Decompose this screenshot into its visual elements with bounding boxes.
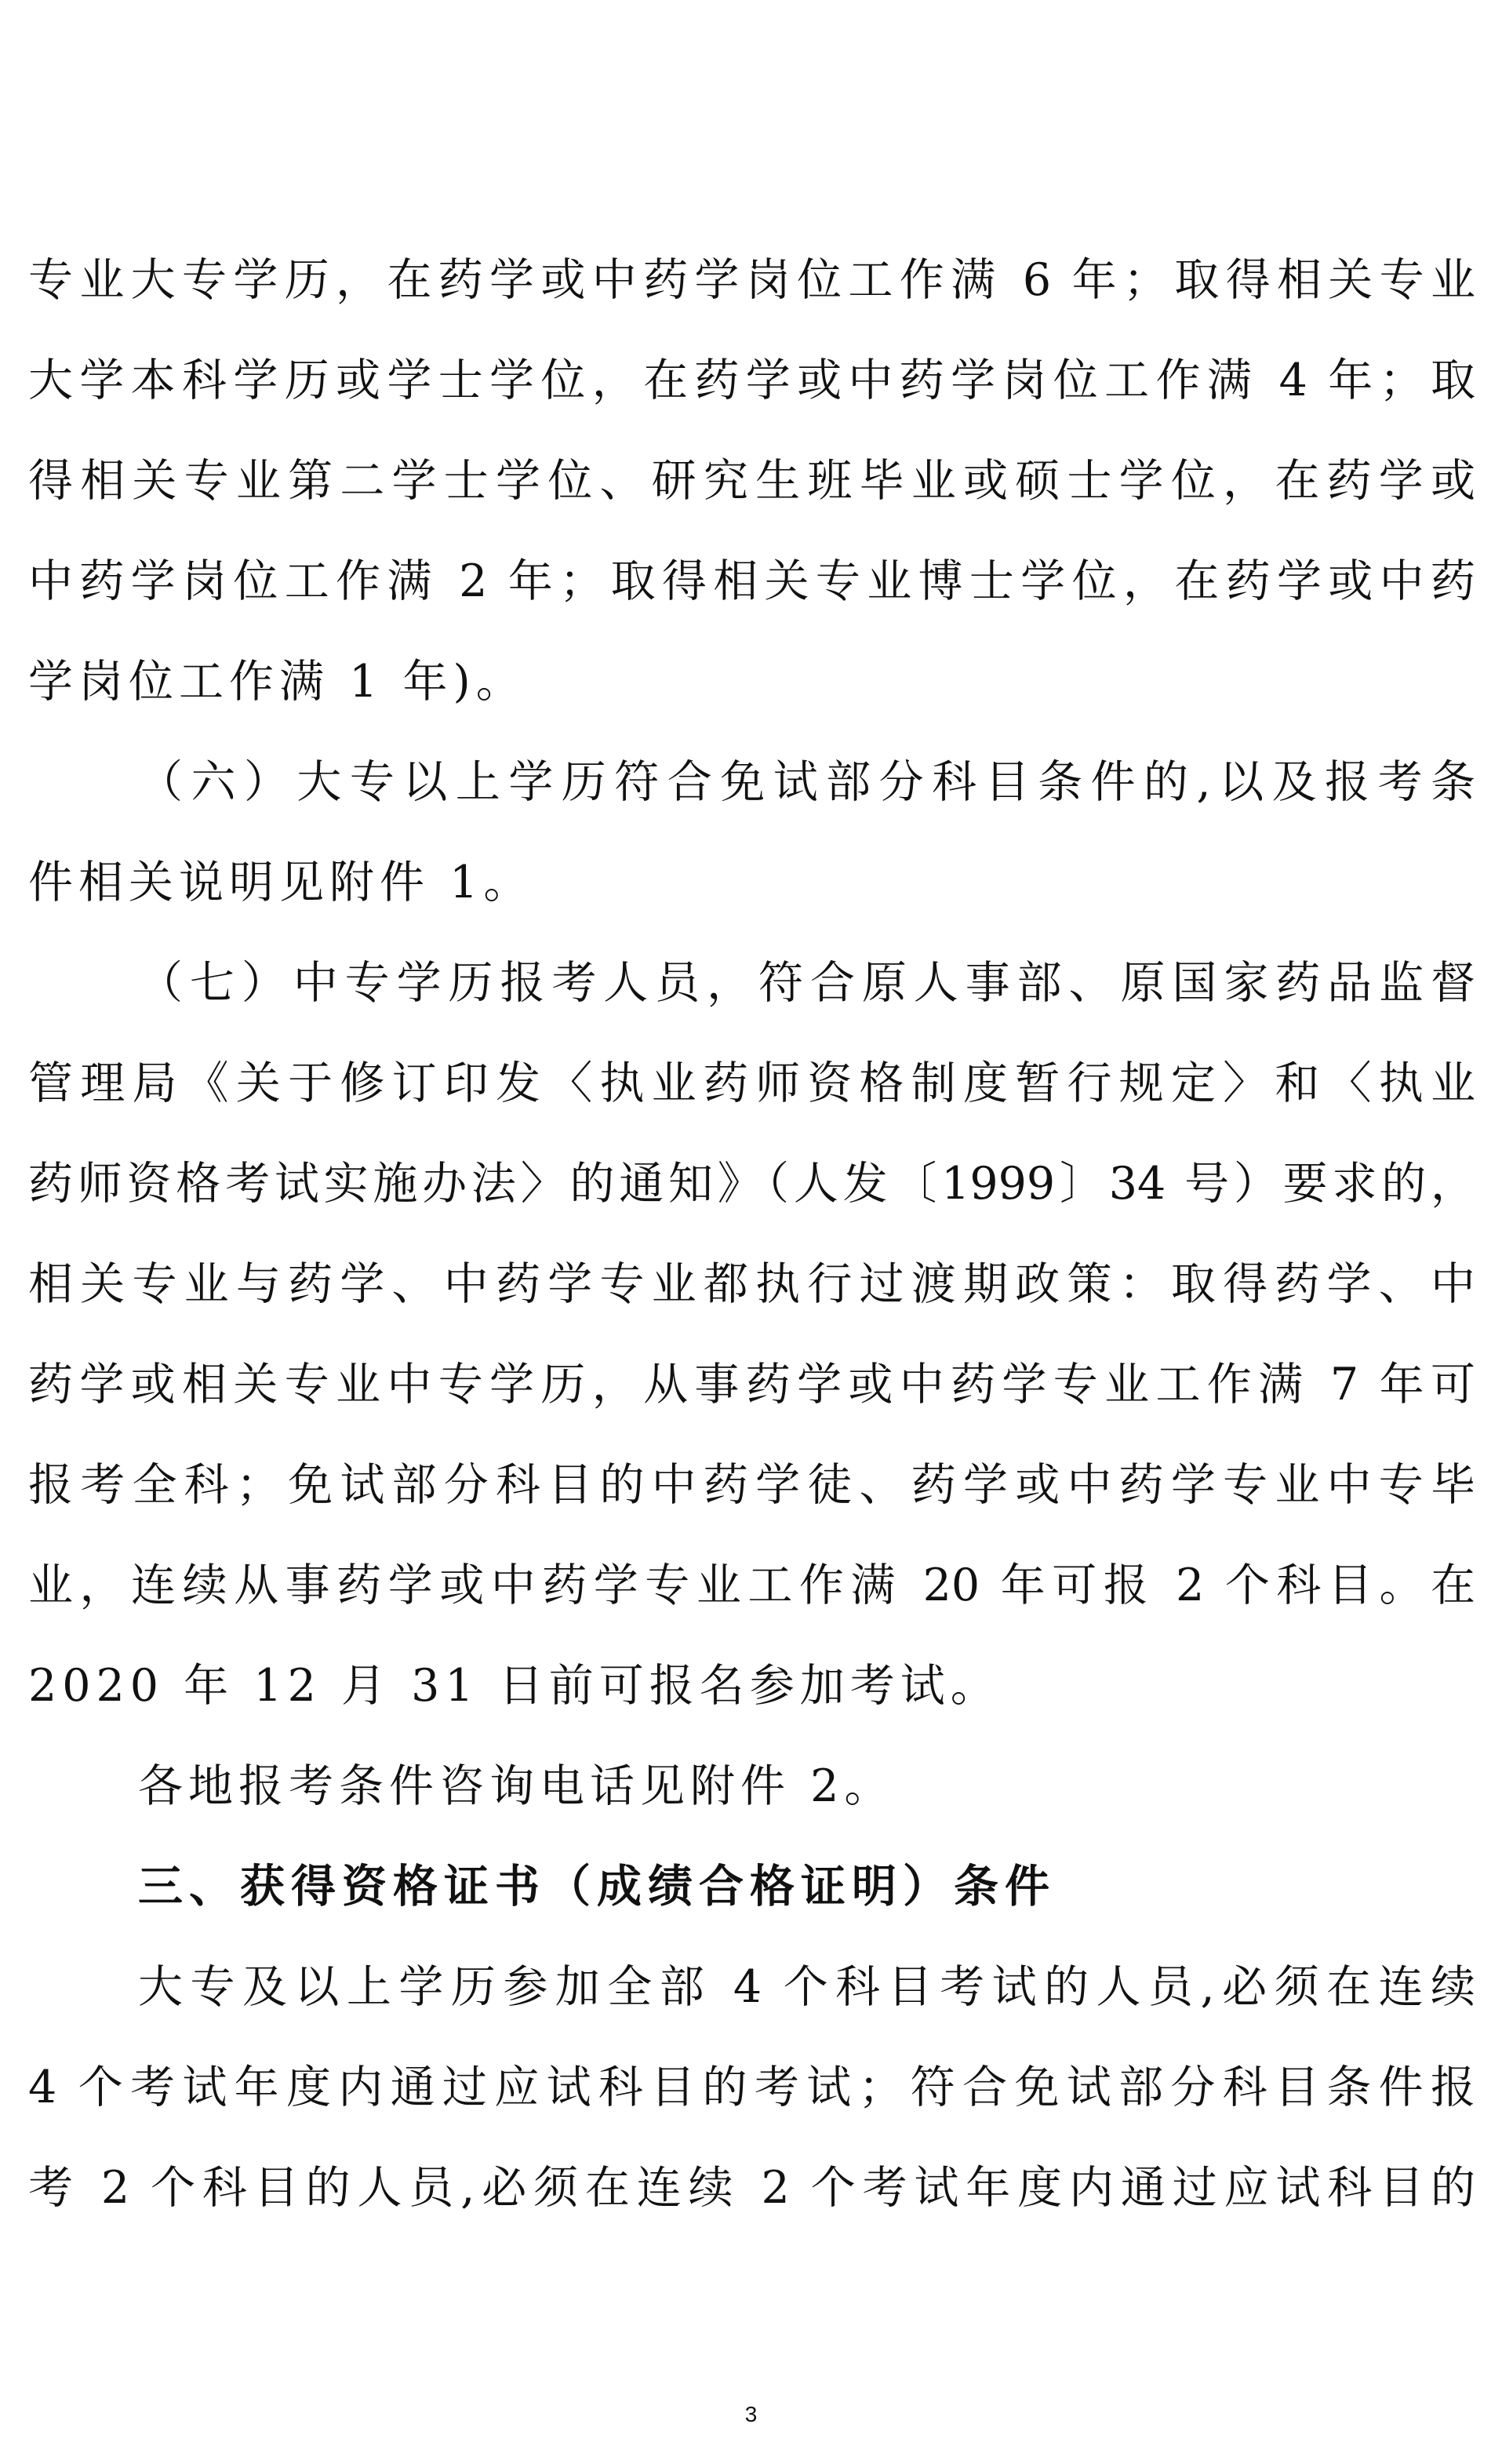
text-line: （六）大专以上学历符合免试部分科目条件的,以及报考条 [138,756,1475,808]
text-line: 2020 年 12 月 31 日前可报名参加考试。 [28,1660,1001,1712]
section-heading: 三、获得资格证书（成绩合格证明）条件 [138,1861,1056,1913]
text-line: 学岗位工作满 1 年)。 [28,656,526,708]
paragraph-item-six [28,732,1475,933]
text-line: 各地报考条件咨询电话见附件 2。 [138,1760,895,1812]
text-line: 报考全科；免试部分科目的中药学徒、药学或中药学专业中专毕 [28,1459,1475,1511]
text-line: 考 2 个科目的人员,必须在连续 2 个考试年度内通过应试科目的 [28,2162,1475,2214]
text-line: 相关专业与药学、中药学专业都执行过渡期政策：取得药学、中 [28,1258,1475,1310]
paragraph-certificate-conditions [28,1937,1475,2238]
paragraph-item-seven [28,933,1475,1736]
text-line: 中药学岗位工作满 2 年；取得相关专业博士学位，在药学或中药 [28,555,1475,607]
text-line: 大专及以上学历参加全部 4 个科目考试的人员,必须在连续 [138,1961,1475,2013]
text-line: 大学本科学历或学士学位，在药学或中药学岗位工作满 4 年；取 [28,355,1475,406]
paragraph-qualification-years [28,230,1475,732]
document-body [28,230,1475,2238]
text-line: 得相关专业第二学士学位、研究生班毕业或硕士学位，在药学或 [28,455,1475,507]
paragraph-contact-info [28,1736,1475,1836]
text-line: 管理局《关于修订印发〈执业药师资格制度暂行规定〉和〈执业 [28,1057,1475,1109]
text-line: 药师资格考试实施办法〉的通知》（人发〔1999〕34 号）要求的， [28,1158,1475,1210]
text-line: 专业大专学历，在药学或中药学岗位工作满 6 年；取得相关专业 [28,254,1475,306]
text-line: 件相关说明见附件 1。 [28,857,534,908]
page-number: 3 [744,2402,758,2426]
text-line: 药学或相关专业中专学历，从事药学或中药学专业工作满 7 年可 [28,1359,1475,1410]
text-line: 4 个考试年度内通过应试科目的考试；符合免试部分科目条件报 [28,2062,1475,2113]
text-line: 业，连续从事药学或中药学专业工作满 20 年可报 2 个科目。在 [28,1560,1475,1611]
text-line: （七）中专学历报考人员，符合原人事部、原国家药品监督 [138,957,1475,1009]
